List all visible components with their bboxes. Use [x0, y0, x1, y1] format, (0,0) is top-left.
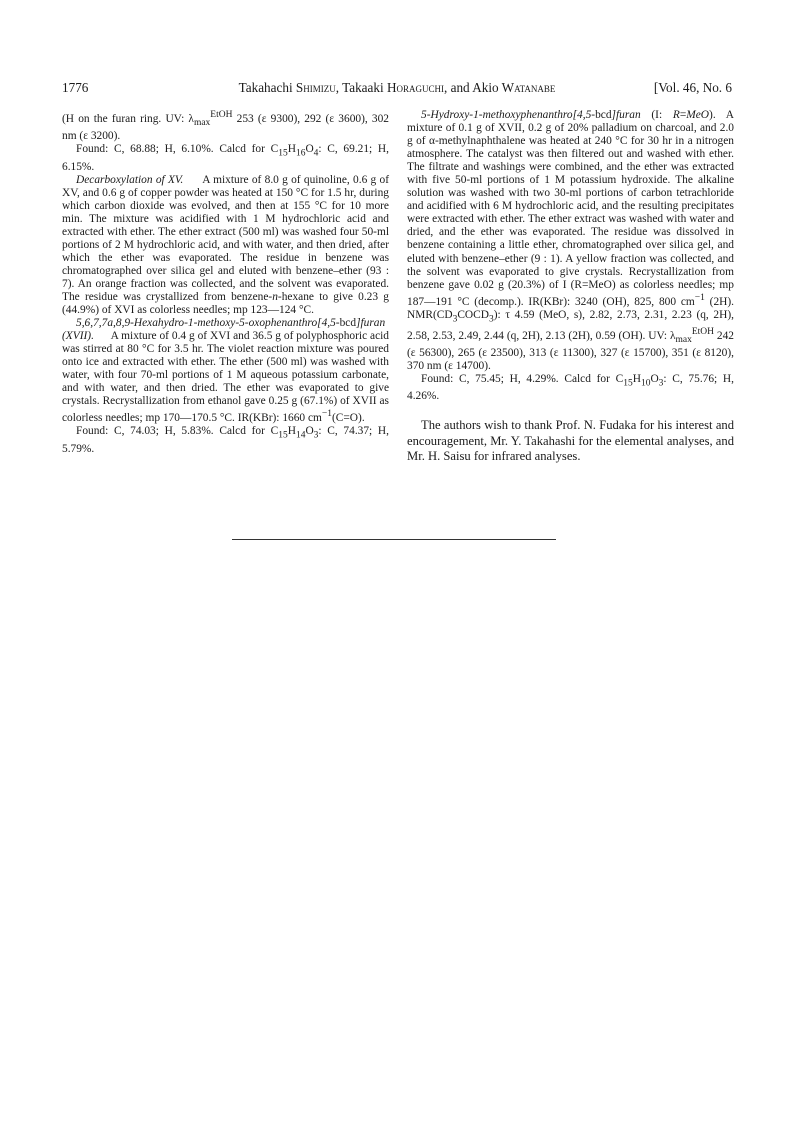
analysis-xvii: Found: C, 74.03; H, 5.83%. Calcd for $C_{15}H_{14}O_3$: C, 74.37; H, 5.79%. [62, 425, 389, 455]
uv-data-continued: (H on the furan ring. UV: $\lambda_{max}^{EtOH}$ 253 (ε 9300), 292 (ε 3600), 302 nm (ε 3200). [62, 110, 389, 143]
xvii-synthesis-paragraph: 5,6,7,7a,8,9-Hexahydro-1-methoxy-5-oxophenanthro[4,5-bcd]furan (XVII). A mixture of 0.4 g of XVI and 36.5 g of polyphosphoric acid was stirred at 80 °C for 3.5 hr. The violet reaction mixture was poured onto ice and extracted with ether. The ether (500 ml) was washed with water, with four 70-ml portions of 1 M aqueous potassium carbonate, and with water, and then dried. The ether was evaporated to give crystals. Recrystallization from ethanol gave 0.25 g (67.1%) of XVII as colorless needles; mp 170—170.5 °C. IR(KBr): 1660 $cm^{-1}(C=O)$. [62, 317, 389, 425]
analysis-xvi-prev: Found: C, 68.88; H, 6.10%. Calcd for $C_{15}H_{16}O_4$: C, 69.21; H, 6.15%. [62, 143, 389, 173]
running-header [62, 80, 732, 100]
decarboxylation-paragraph: Decarboxylation of XV. A mixture of 8.0 g of quinoline, 0.6 g of XV, and 0.6 g of copper powder was heated at 150 °C for 1.5 hr, during which carbon dioxide was evolved, and then at 155 °C for 10 more min. The mixture was acidified with 1 M hydrochloric acid and extracted with ether. The ether extract (500 ml) was washed four 50-ml portions of 2 M hydrochloric acid, and with water, and then dried, after which the ether was evaporated. The residue in benzene was chromatographed over silica gel and eluted with benzene–ether (93 : 7). An orange fraction was collected, and the solvent was evaporated. The residue was crystallized from benzene-n-hexane to give 0.23 g (44.9%) of XVI as colorless needles; mp 123—124 °C. [62, 173, 389, 317]
acknowledgement: The authors wish to thank Prof. N. Fudaka for his interest and encouragement, Mr. Y. Takahashi for the elemental analyses, and Mr. H. Saisu for infrared analyses. [407, 418, 734, 464]
right-column [407, 109, 734, 465]
compound-i-synthesis-paragraph: 5-Hydroxy-1-methoxyphenanthro[4,5-bcd]furan (I: R=MeO). A mixture of 0.1 g of XVII, 0.2 g of 20% palladium on charcoal, and 2.0 g of α-methylnaphthalene was heated at 240 °C for 30 hr in a nitrogen atmosphere. The catalyst was then filtered out and washed with ether. The filtrate and washings were combined, and the ether was extracted with five 50-ml portions of 1 M potassium hydroxide. The alkaline solution was washed with two 30-ml portions of carbon tetrachloride and acidified with 6 M hydrochloric acid, and the resulting precipitates were extracted with ether. The ether extract was washed with water and dried, and the ether was evaporated. The residue was dissolved in benzene containing a little ether, chromatographed over silica gel, and eluted with benzene–ether (9 : 1). A yellow fraction was collected, and the solvent was evaporated to give crystals. Recrystallization from benzene gave 0.02 g (20.3%) of I (R=MeO) as colorless needles; mp 187—191 °C (decomp.). IR(KBr): 3240 (OH), 825, 800 $cm^{-1}$ (2H). $NMR(CD_3COCD_3)$: τ 4.59 (MeO, s), 2.82, 2.73, 2.31, 2.23 (q, 2H), 2.58, 2.53, 2.49, 2.44 (q, 2H), 2.13 (2H), 0.59 (OH). UV: $\lambda_{max}^{EtOH}$ 242 (ε 56300), 265 (ε 23500), 313 (ε 11300), 327 (ε 15700), 351 (ε 8120), 370 nm (ε 14700). [407, 109, 735, 372]
analysis-compound-i: Found: C, 75.45; H, 4.29%. Calcd for $C_{15}H_{10}O_3$: C, 75.76; H, 4.26%. [407, 373, 734, 403]
page-number: 1776 [62, 80, 89, 95]
left-column [62, 109, 389, 456]
end-rule [232, 539, 556, 540]
volume-issue: [Vol. 46, No. 6 [653, 80, 732, 95]
running-authors: Takahachi Shimizu, Takaaki Horaguchi, and Akio Watanabe [238, 80, 556, 95]
